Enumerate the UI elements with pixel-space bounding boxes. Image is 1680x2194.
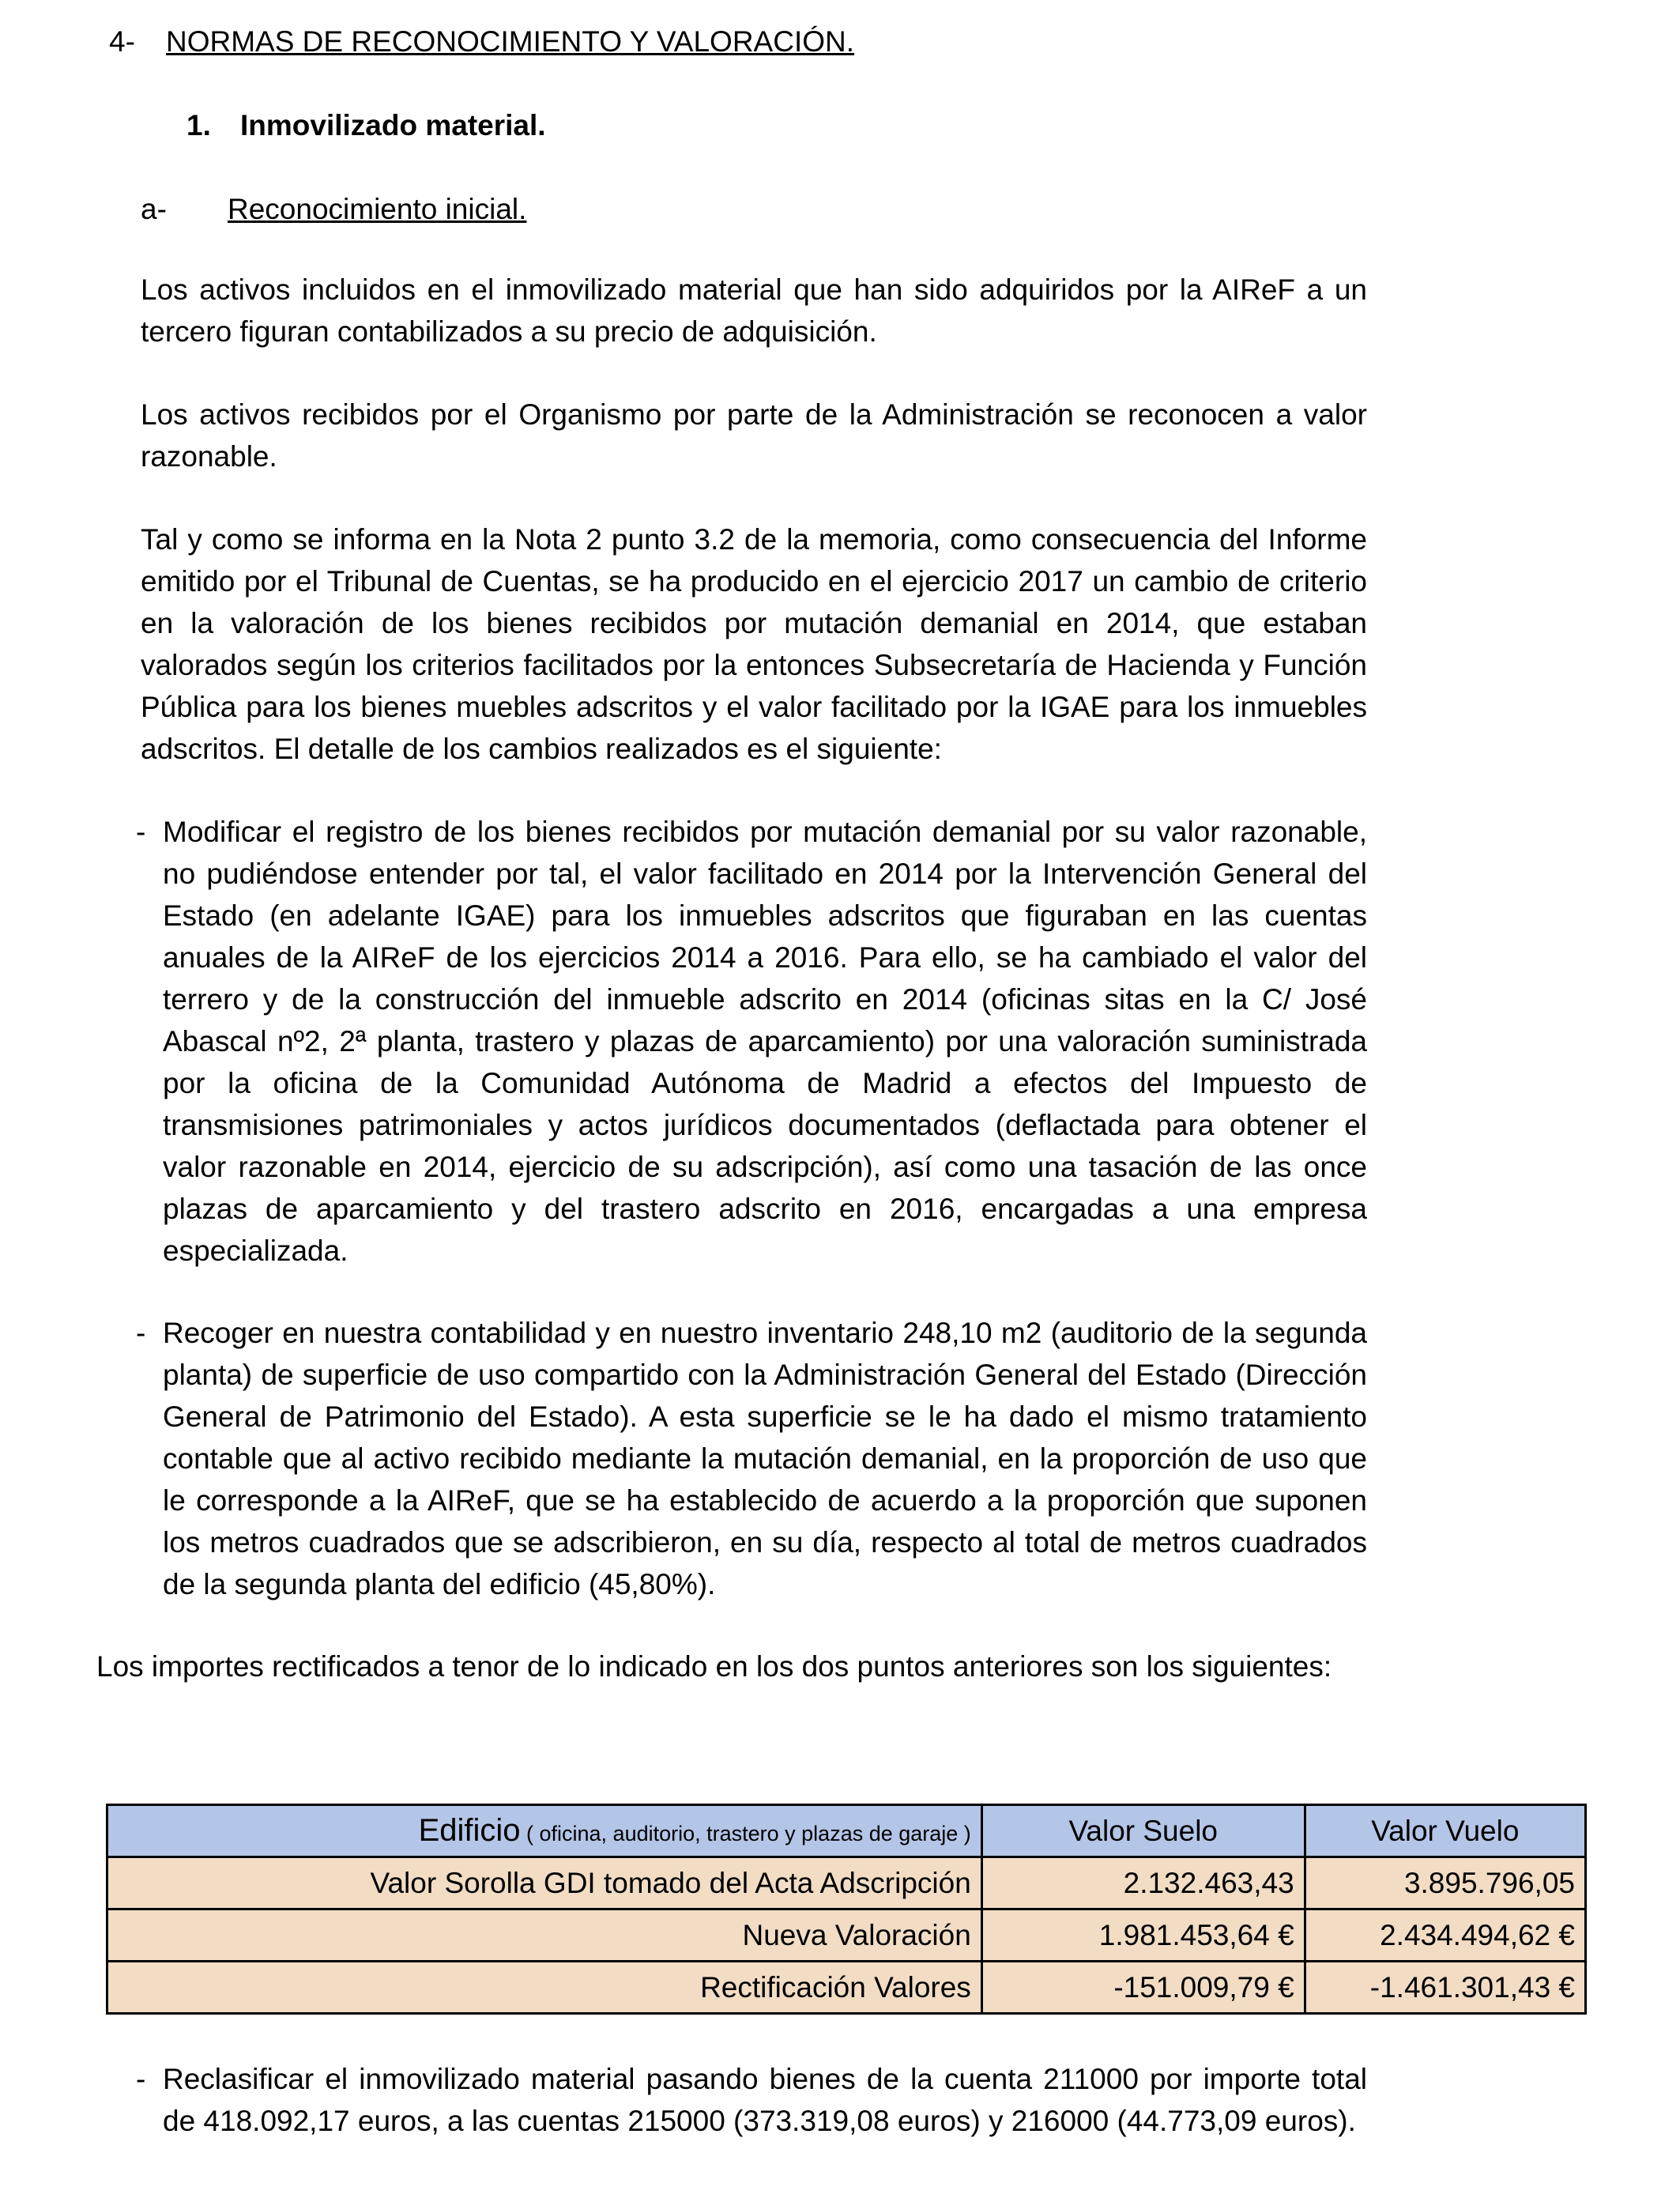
section-title: NORMAS DE RECONOCIMIENTO Y VALORACIÓN. <box>166 25 855 58</box>
header-edificio-sub: ( oficina, auditorio, trastero y plazas de garaje ) <box>520 1822 971 1845</box>
section-number: 4- <box>109 25 135 58</box>
row-label: Rectificación Valores <box>107 1962 982 2014</box>
row-label: Valor Sorolla GDI tomado del Acta Adscripción <box>107 1857 982 1909</box>
paragraph: Tal y como se informa en la Nota 2 punto 3.2 de la memoria, como consecuencia del Informe emitido por el Tribunal de Cuentas, se ha producido en el ejercicio 2017 un cambio de criterio en la valoración de los bienes recibidos por mutación demanial en 2014, que estaban valorados según los criterios facilitados por la entonces Subsecretaría de Hacienda y Función Pública para los bienes muebles adscritos y el valor facilitado por la IGAE para los inmuebles adscritos. El detalle de los cambios realizados es el siguiente: <box>141 523 1367 765</box>
bullet-text: Reclasificar el inmovilizado material pasando bienes de la cuenta 211000 por importe total de 418.092,17 euros, a las cuentas 215000 (373.319,08 euros) y 216000 (44.773,09 euros). <box>163 2063 1367 2137</box>
table-header-row <box>107 1805 1586 1857</box>
sub-subsection-heading <box>141 193 526 226</box>
bullet-item <box>136 2058 1367 2142</box>
section-heading <box>109 25 854 58</box>
bullet-dash: - <box>136 816 146 848</box>
subsection-title: Inmovilizado material. <box>240 109 546 141</box>
valuation-table <box>106 1804 1587 2015</box>
row-suelo: -151.009,79 € <box>981 1962 1305 2014</box>
bullet-text: Modificar el registro de los bienes recibidos por mutación demanial por su valor razonable, no pudiéndose entender por tal, el valor facilitado en 2014 por la Intervención General del Estado (en adelante IGAE) para los inmuebles adscritos que figuraban en las cuentas anuales de la AIReF de los ejercicios 2014 a 2016. Para ello, se ha cambiado el valor del terrero y de la construcción del inmueble adscrito en 2014 (oficinas sitas en la C/ José Abascal nº2, 2ª planta, trastero y plazas de aparcamiento) por una valoración suministrada por la oficina de la Comunidad Autónoma de Madrid a efectos del Impuesto de transmisiones patrimoniales y actos jurídicos documentados (deflactada para obtener el valor razonable en 2014, ejercicio de su adscripción), así como una tasación de las once plazas de aparcamiento y del trastero adscrito en 2016, encargadas a una empresa especializada. <box>163 816 1367 1267</box>
header-valor-vuelo: Valor Vuelo <box>1305 1805 1585 1857</box>
bullet-item <box>136 1312 1367 1605</box>
table-intro-paragraph: Los importes rectificados a tenor de lo indicado en los dos puntos anteriores son los siguientes: <box>96 1650 1332 1683</box>
table-row <box>107 1857 1586 1909</box>
header-valor-suelo: Valor Suelo <box>981 1805 1305 1857</box>
table-row <box>107 1909 1586 1962</box>
bullet-item <box>136 811 1367 1272</box>
bullet-dash: - <box>136 1317 146 1349</box>
header-edificio <box>107 1805 982 1857</box>
bullet-text: Recoger en nuestra contabilidad y en nuestro inventario 248,10 m2 (auditorio de la segunda planta) de superficie de uso compartido con la Administración General del Estado (Dirección General de Patrimonio del Estado). A esta superficie se le ha dado el mismo tratamiento contable que al activo recibido mediante la mutación demanial, en la proporción de uso que le corresponde a la AIReF, que se ha establecido de acuerdo a la proporción que suponen los metros cuadrados que se adscribieron, en su día, respecto al total de metros cuadrados de la segunda planta del edificio (45,80%). <box>163 1317 1367 1600</box>
paragraph: Los activos incluidos en el inmovilizado material que han sido adquiridos por la AIReF a un tercero figuran contabilizados a su precio de adquisición. <box>141 273 1367 348</box>
table-row <box>107 1962 1586 2014</box>
sub-subsection-letter: a- <box>141 193 167 225</box>
paragraph: Los activos recibidos por el Organismo por parte de la Administración se reconocen a valor razonable. <box>141 398 1367 473</box>
sub-subsection-title: Reconocimiento inicial. <box>228 193 527 225</box>
row-vuelo: -1.461.301,43 € <box>1305 1962 1585 2014</box>
row-label: Nueva Valoración <box>107 1909 982 1962</box>
subsection-heading <box>186 109 546 142</box>
header-edificio-main: Edificio <box>418 1813 521 1848</box>
row-vuelo: 3.895.796,05 <box>1305 1857 1585 1909</box>
row-suelo: 2.132.463,43 <box>981 1857 1305 1909</box>
row-suelo: 1.981.453,64 € <box>981 1909 1305 1962</box>
bullet-dash: - <box>136 2063 146 2095</box>
subsection-number: 1. <box>186 109 211 141</box>
row-vuelo: 2.434.494,62 € <box>1305 1909 1585 1962</box>
